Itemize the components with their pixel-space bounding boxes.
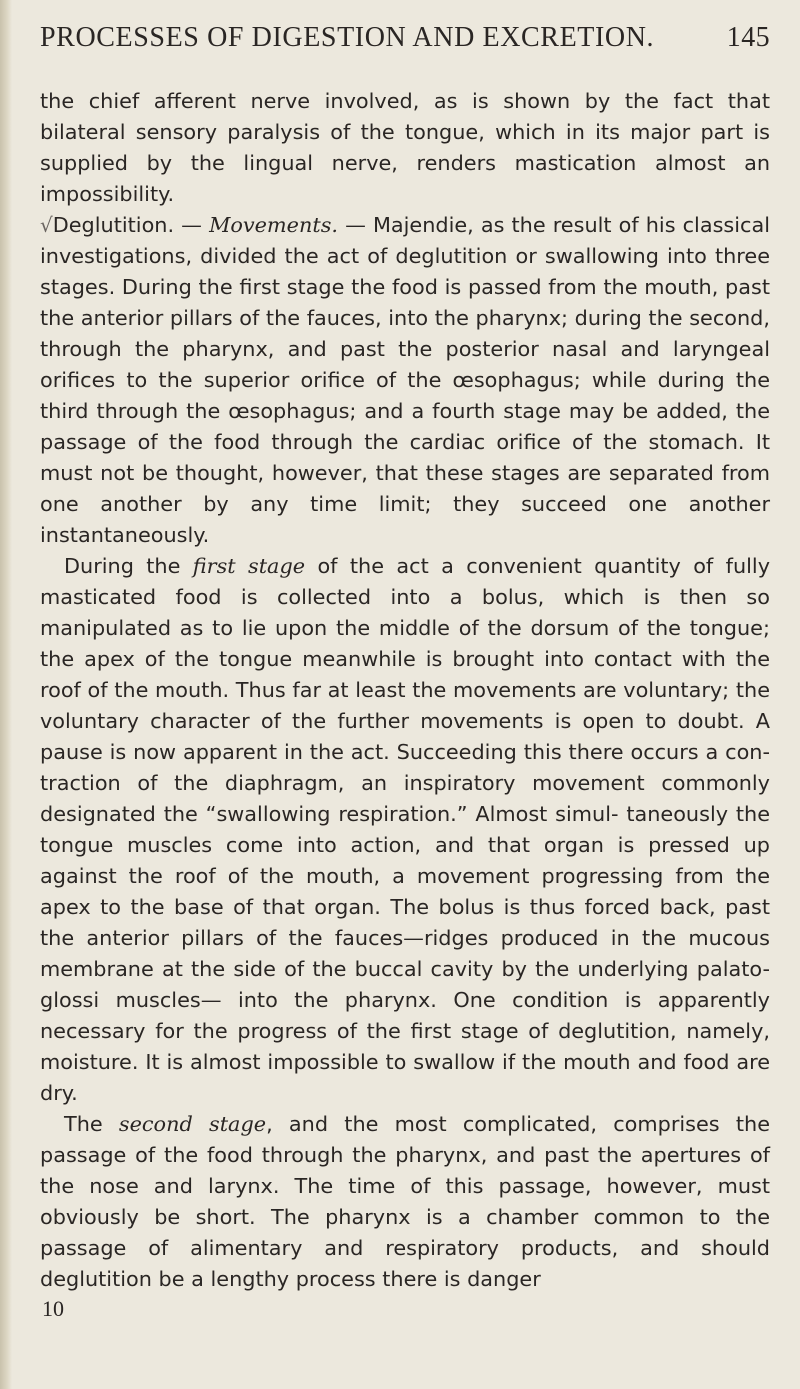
page-edge-shadow bbox=[0, 0, 12, 1389]
paragraph-second-stage bbox=[40, 1109, 770, 1295]
paragraph-continued: the chief afferent nerve involved, as is shown by the fact that bilateral sensory paralysis of the tongue, which in its major part is supplied by the lingual nerve, renders mastication almost an impossibility. bbox=[40, 89, 770, 206]
body-text bbox=[40, 86, 770, 1295]
paragraph-text: of the act a convenient quantity of fully masticated food is collected into a bolus, which is then so manipulated as to lie upon the middle of the dorsum of the tongue; the apex of the tongue meanwhile is brought into contact with the roof of the mouth. Thus far at least the movements are voluntary; the voluntary character of the further movements is open to doubt. A pause is now apparent in the act. Succeeding this there occurs a con- traction of the diaphragm, an inspiratory movement commonly designated the “swallowing respiration.” Almost simul- taneously the tongue muscles come into action, and that organ is pressed up against the roof of the mouth, a movement progressing from the apex to the base of that organ. The bolus is thus forced back, past the anterior pillars of the fauces—ridges produced in the mucous membrane at the side of the buccal cavity by the underlying palato-glossi muscles— into the pharynx. One condition is apparently necessary for the progress of the first stage of deglutition, namely, moisture. It is almost impossible to swallow if the mouth and food are dry. bbox=[40, 554, 770, 1105]
paragraph-lead: The bbox=[64, 1112, 119, 1136]
paragraph-first-stage bbox=[40, 551, 770, 1109]
emphasis-first-stage: first stage bbox=[192, 554, 306, 578]
paragraph-text: , and the most complicated, comprises the passage of the food through the pharynx, and past the apertures of the nose and larynx. The time of this passage, however, must obviously be short. The pharynx is a chamber common to the passage of alimentary and respiratory products, and should deglutition be a lengthy process there is danger bbox=[40, 1112, 770, 1291]
check-mark-icon: √ bbox=[40, 213, 53, 237]
paragraph-deglutition bbox=[40, 210, 770, 551]
running-title: PROCESSES OF DIGESTION AND EXCRETION. bbox=[40, 22, 655, 53]
signature-mark: 10 bbox=[42, 1296, 64, 1321]
heading-dash: — bbox=[174, 213, 210, 237]
page-number: 145 bbox=[726, 22, 770, 53]
paragraph-lead: During the bbox=[64, 554, 193, 578]
paragraph-text: — Majendie, as the result of his classical investigations, divided the act of deglutition or swallowing into three stages. During the first stage the food is passed from the mouth, past the anterior pillars of the fauces, into the pharynx; during the second, through the pharynx, and past the posterior nasal and laryngeal orifices to the superior orifice of the œsophagus; while during the third through the œsophagus; and a fourth stage may be added, the passage of the food through the cardiac orifice of the stomach. It must not be thought, however, that these stages are separated from one another by any time limit; they succeed one another instantaneously. bbox=[40, 213, 770, 547]
running-head bbox=[40, 18, 770, 58]
section-heading: Deglutition. bbox=[52, 213, 175, 237]
book-page bbox=[40, 18, 770, 1323]
emphasis-second-stage: second stage bbox=[118, 1112, 267, 1136]
section-subheading: Movements. bbox=[209, 213, 338, 237]
